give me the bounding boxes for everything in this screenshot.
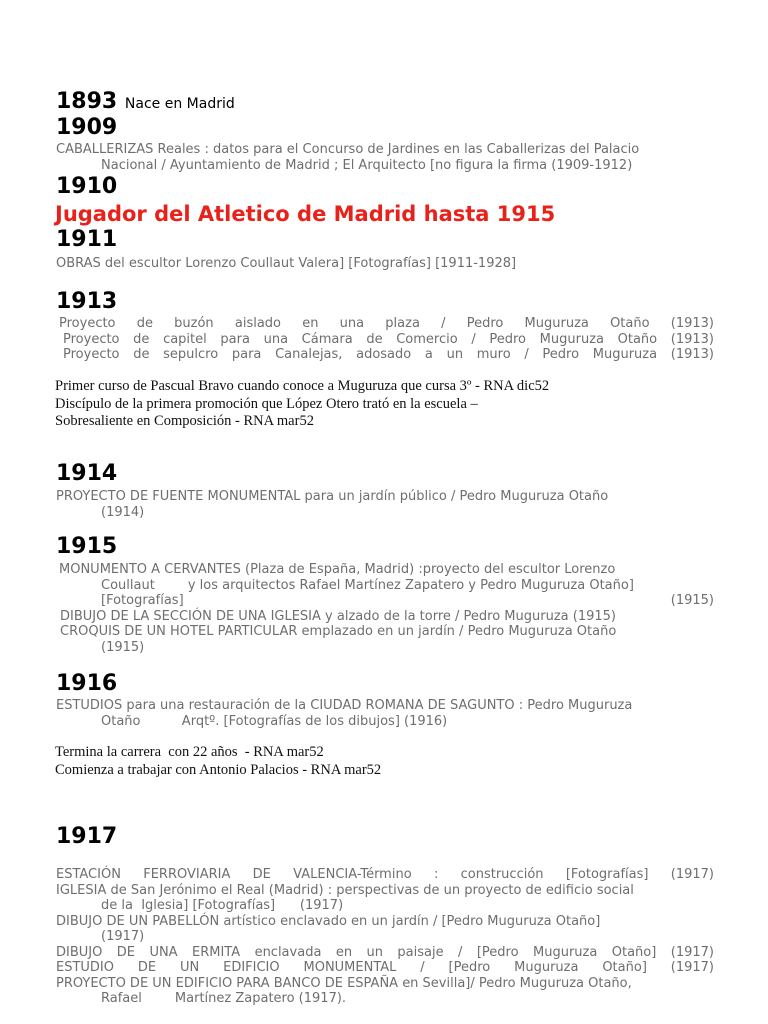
- entry-line: Proyecto de buzón aislado en una plaza / Pedro Muguruza Otaño (1913): [59, 316, 714, 331]
- entry-1914: [56, 489, 714, 520]
- year-heading-1913: 1913: [56, 289, 118, 314]
- note-line: Termina la carrera con 22 años - RNA mar52: [55, 744, 324, 760]
- entry-line: Otaño Arqtº. [Fotografías de los dibujos] (1916): [101, 713, 448, 729]
- entry-line: (1914): [101, 504, 145, 520]
- entry-line: OBRAS del escultor Lorenzo Coullaut Valera] [Fotografías] [1911-1928]: [56, 256, 517, 271]
- year-heading-1893: [56, 89, 235, 117]
- entry-line: ESTUDIOS para una restauración de la CIUDAD ROMANA DE SAGUNTO : Pedro Muguruza: [56, 698, 633, 713]
- year-number: 1893: [56, 89, 118, 114]
- note-line: Primer curso de Pascual Bravo cuando conoce a Muguruza que cursa 3º - RNA dic52: [55, 378, 550, 394]
- entry-line: Nacional / Ayuntamiento de Madrid ; El Arquitecto [no figura la firma (1909-1912): [101, 157, 633, 173]
- notes-1916: [55, 744, 381, 779]
- year-heading-1915: 1915: [56, 534, 118, 559]
- entry-1909: [56, 142, 714, 173]
- entry-1916: [56, 698, 714, 729]
- entry-line: [Fotografías]: [101, 593, 184, 608]
- birth-note: Nace en Madrid: [124, 96, 235, 112]
- entry-line: Proyecto de sepulcro para Canalejas, adosado a un muro / Pedro Muguruza (1913): [63, 347, 714, 362]
- entry-line: IGLESIA de San Jerónimo el Real (Madrid) : perspectivas de un proyecto de edificio social: [56, 882, 634, 898]
- entry-line: Coullaut y los arquitectos Rafael Martínez Zapatero y Pedro Muguruza Otaño]: [101, 577, 634, 593]
- entry-1915: [56, 562, 714, 655]
- entry-line: Proyecto de capitel para una Cámara de Comercio / Pedro Muguruza Otaño (1913): [63, 331, 714, 347]
- entry-line: DIBUJO DE LA SECCIÓN DE UNA IGLESIA y alzado de la torre / Pedro Muguruza (1915): [60, 608, 616, 624]
- year-heading-1910: 1910: [56, 174, 118, 199]
- entry-1911: [56, 256, 714, 272]
- highlight-note: Jugador del Atletico de Madrid hasta 1915: [55, 202, 556, 226]
- entry-line: (1917): [101, 929, 145, 944]
- entry-line: PROYECTO DE UN EDIFICIO PARA BANCO DE ESPAÑA en Sevilla]/ Pedro Muguruza Otaño,: [56, 975, 632, 991]
- note-line: Sobresaliente en Composición - RNA mar52: [55, 413, 314, 429]
- year-heading-1914: 1914: [56, 461, 118, 486]
- entry-line: CROQUIS DE UN HOTEL PARTICULAR emplazado en un jardín / Pedro Muguruza Otaño: [60, 624, 617, 639]
- notes-1913: [55, 378, 549, 431]
- entry-line: MONUMENTO A CERVANTES (Plaza de España, Madrid) :proyecto del escultor Lorenzo: [59, 562, 616, 577]
- entry-line: DIBUJO DE UNA ERMITA enclavada en un paisaje / [Pedro Muguruza Otaño] (1917): [56, 944, 714, 960]
- year-heading-1909: 1909: [56, 115, 118, 140]
- entry-line: CABALLERIZAS Reales : datos para el Concurso de Jardines en las Caballerizas del Palacio: [56, 142, 640, 157]
- year-heading-1917: 1917: [56, 824, 118, 849]
- entry-1917: [56, 867, 714, 1007]
- note-line: Discípulo de la primera promoción que López Otero trató en la escuela –: [55, 395, 478, 412]
- entry-line: (1915): [670, 593, 714, 608]
- entry-line: de la Iglesia] [Fotografías] (1917): [101, 898, 344, 913]
- entry-line: Rafael Martínez Zapatero (1917).: [101, 991, 347, 1006]
- entry-line: PROYECTO DE FUENTE MONUMENTAL para un jardín público / Pedro Muguruza Otaño: [56, 489, 609, 504]
- entry-line: DIBUJO DE UN PABELLÓN artístico enclavado en un jardín / [Pedro Muguruza Otaño]: [56, 913, 601, 929]
- entry-line: (1915): [101, 639, 145, 655]
- entry-line: ESTACIÓN FERROVIARIA DE VALENCIA-Término : construcción [Fotografías] (1917): [56, 867, 714, 882]
- year-heading-1911: 1911: [56, 227, 118, 252]
- entry-line: ESTUDIO DE UN EDIFICIO MONUMENTAL / [Pedro Muguruza Otaño] (1917): [56, 960, 714, 975]
- entry-1913: [59, 316, 714, 363]
- year-heading-1916: 1916: [56, 671, 118, 696]
- note-line: Comienza a trabajar con Antonio Palacios - RNA mar52: [55, 761, 382, 778]
